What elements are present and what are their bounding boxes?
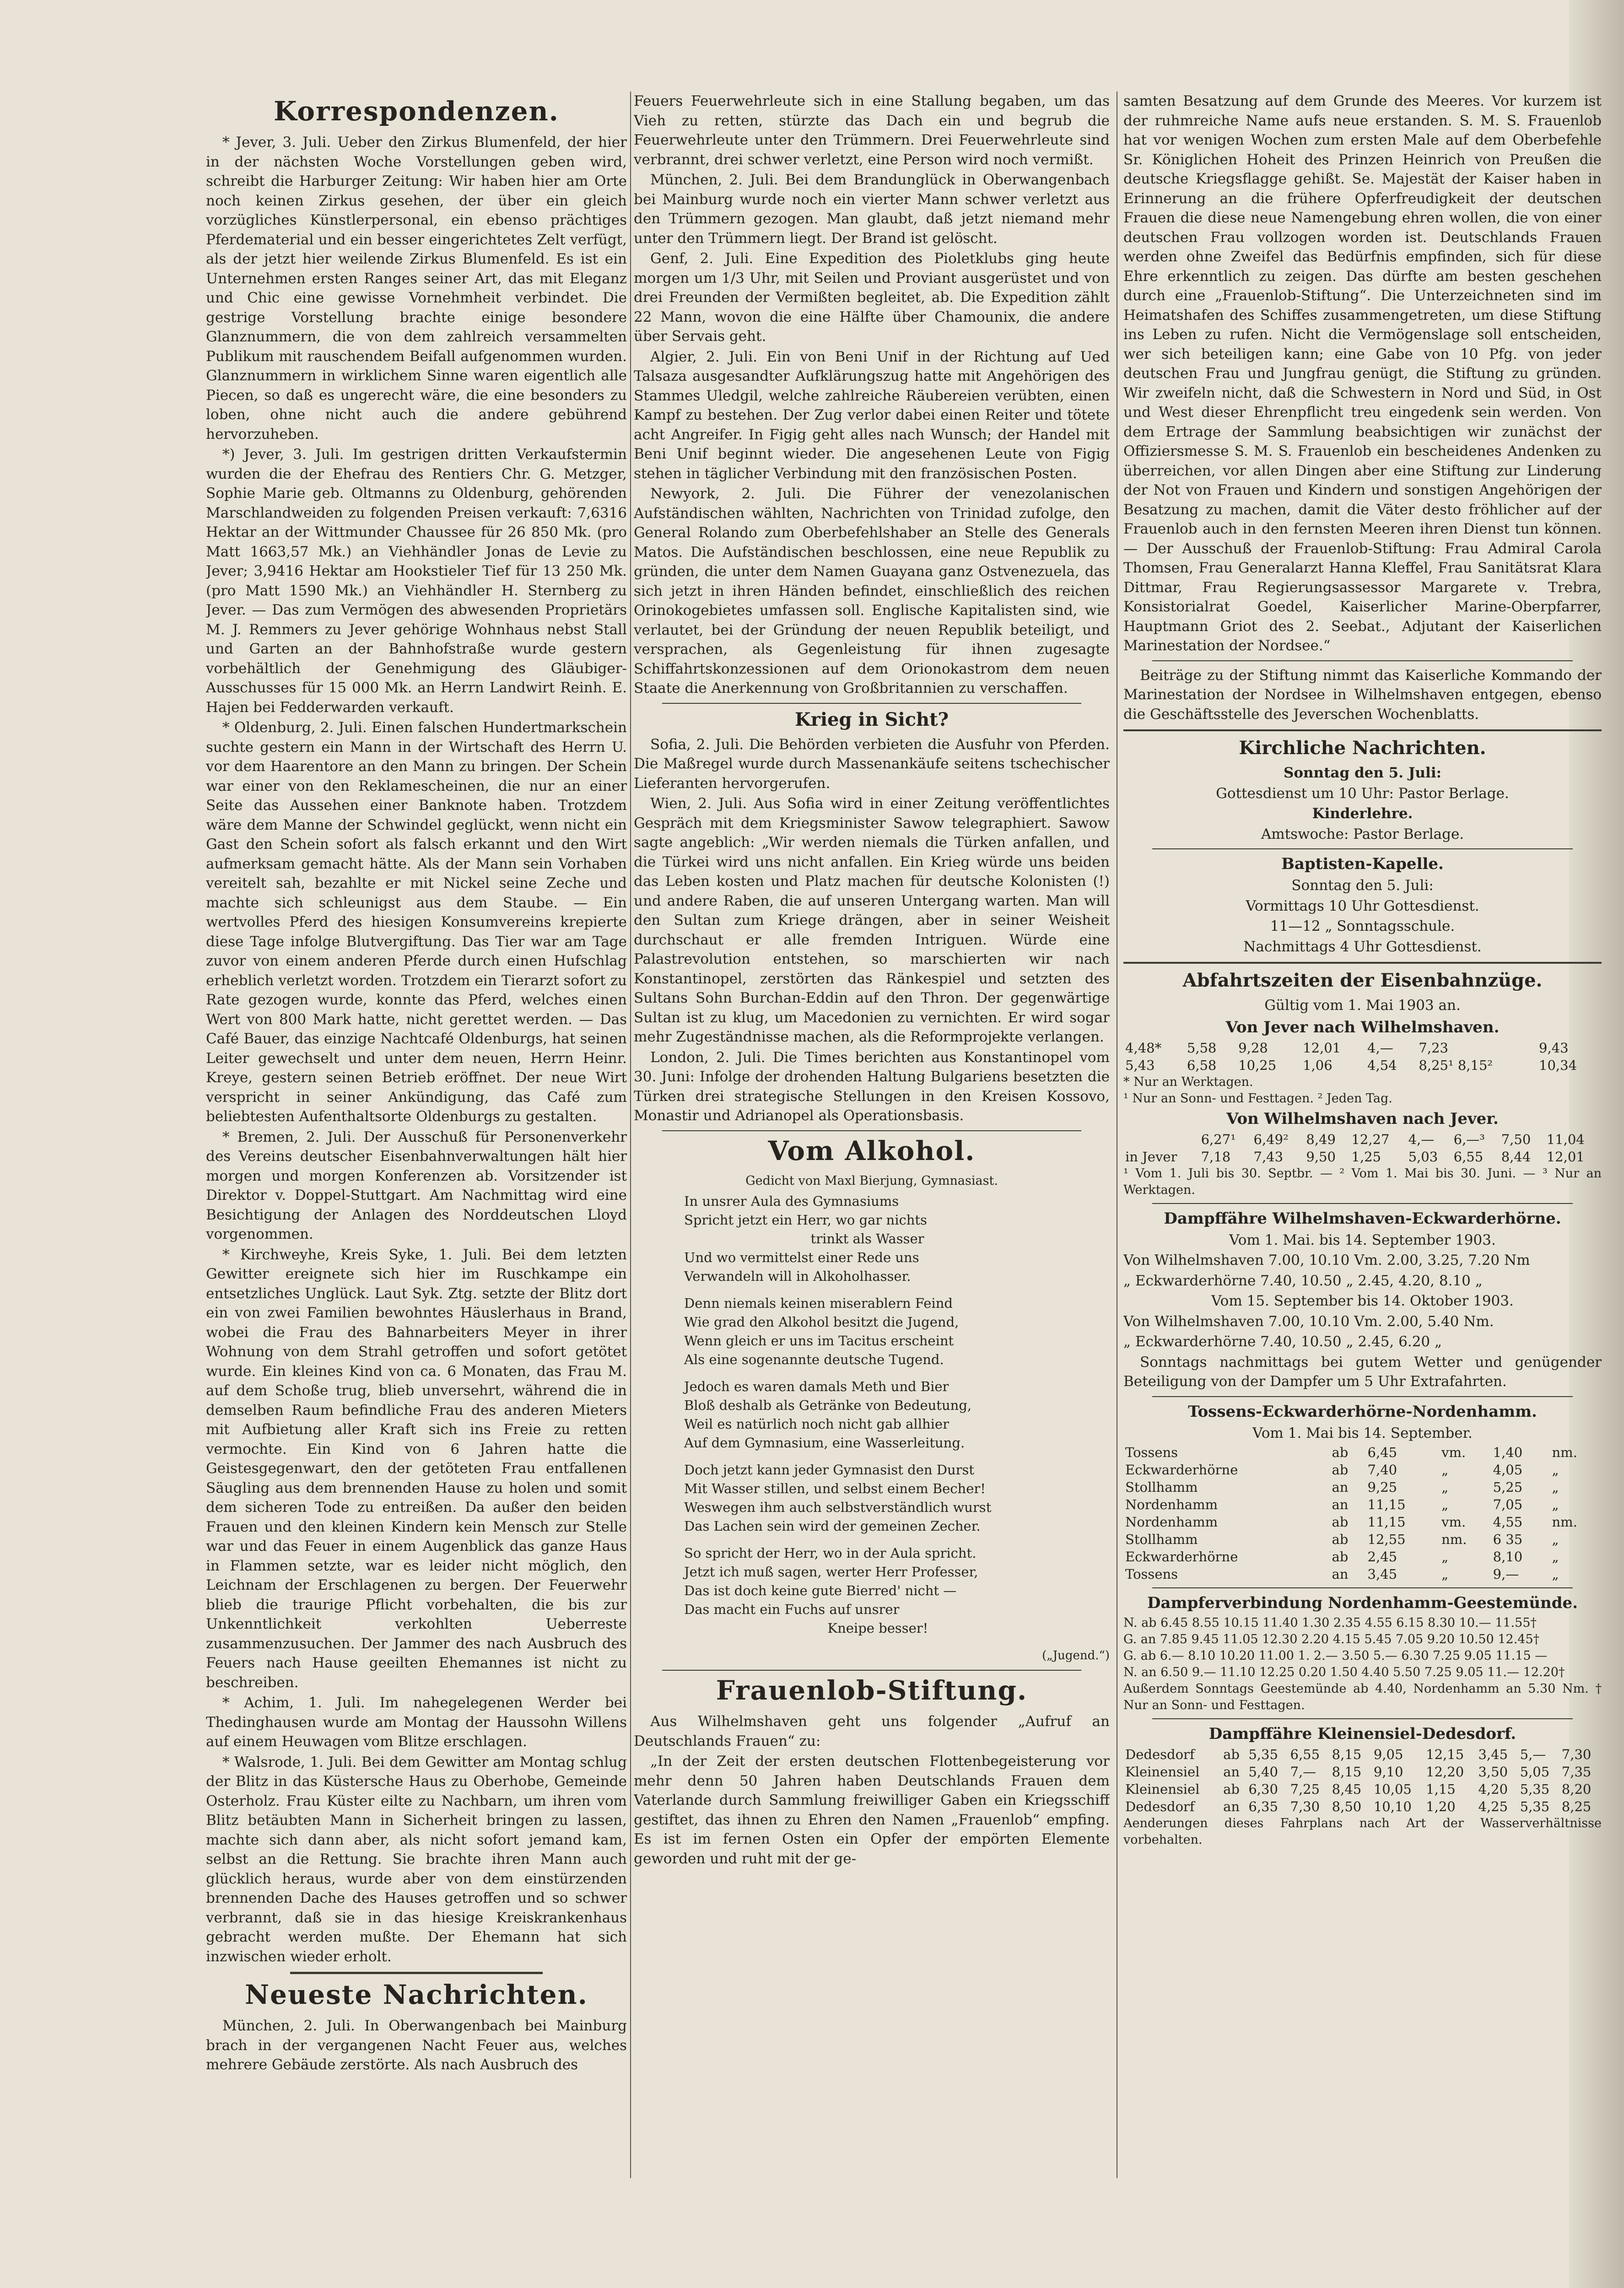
- article-frauenlob-cont: samten Besatzung auf dem Grunde des Meeres. Vor kurzem ist der ruhmreiche Name aufs neue erstanden. S. M. S. Frauenlob hat vor wenigen Wochen zum ersten Male auf dem Oberbefehle Sr. Königlichen Hoheit des Prinzen Heinrich von Preußen die deutsche Kriegsflagge gehißt. Se. Majestät der Kaiser haben in Erinnerung an die frühere Opferfreudigkeit der deutschen Frauen die diese neue Namengebung ehren wollen, die von einer deutschen Frau vollzogen worden ist. Deutschlands Frauen werden ohne Zweifel das Bedürfnis empfinden, sich für diese Ehre erkenntlich zu zeigen. Das dürfte am besten geschehen durch eine „Frauenlob-Stiftung“. Die Unterzeichneten sind im Heimatshafen des Schiffes zusammengetreten, um diese Stiftung ins Leben zu rufen. Nicht die Vermögenslage soll entscheiden, wer sich beteiligen kann; eine Gabe von 10 Pfg. von jeder deutschen Frau und Jungfrau genügt, die Stiftung zu gründen. Wir zweifeln nicht, daß die Schwestern in Nord und Süd, in Ost und West dieser Ehrenpflicht treu eingedenk sein werden. Von dem Ertrage der Sammlung beabsichtigen wir zunächst der Offiziersmesse S. M. S. Frauenlob ein bescheidenes Andenken zu überreichen, vor allen Dingen aber eine Stiftung zur Linderung der Not von Frauen und Kindern und sonstigen Angehörigen der Besatzung zu machen, damit die Väter desto fröhlicher auf der Frauenlob auch in den fernsten Meeren ihren Dienst tun können. — Der Ausschuß der Frauenlob-Stiftung: Frau Admiral Carola Thomsen, Frau Generalarzt Hanna Kleffel, Frau Sanitätsrat Klara Dittmar, Frau Regierungsassessor Margarete v. Trebra, Konsistorialrat Goedel, Kaiserlicher Marine-Oberpfarrer, Hauptmann Griot des 2. Seebat., Adjutant der Kaiserlichen Marinestation der Nordsee.“: [1123, 93, 1602, 654]
- timetable-cell: 8,15: [1332, 1747, 1362, 1762]
- timetable-cell: 9,10: [1373, 1764, 1403, 1780]
- poem-stanza: In unsrer Aula des Gymnasiums Spricht jetzt ein Herr, wo gar nichts trinkt als Wasser Und wo vermittelst einer Rede uns Verwandeln will in Alkoholhasser.: [684, 1193, 927, 1284]
- timetable-cell: 10,25: [1238, 1057, 1277, 1073]
- timetable-cell: 5,05: [1520, 1764, 1550, 1780]
- timetable-cell: 8,10: [1493, 1549, 1523, 1565]
- timetable-cell: 12,20: [1426, 1764, 1464, 1780]
- article-wien: Wien, 2. Juli. Aus Sofia wird in einer Zeitung veröffentlichtes Gespräch mit dem Kriegsminister Sawow telegraphiert. Sawow sagte angeblich: „Wir werden niemals die Türken anfallen, und die Türkei wird uns nicht anfallen. Ein Krieg würde uns beiden das Leben kosten und Platz machen für deutsche Kolonisten (!) und andere Raben, die auf unseren Untergang warten. Man will den Sultan zum Kriege drängen, aber in seiner Weisheit durchschaut er alle fremden Intriguen. Würde eine Palastrevolution entstehen, so marschierten wir nach Konstantinopel, zerstörten das Ränkespiel und setzten des Sultans Sohn Burchan-Eddin auf den Thron. Der gegenwärtige Sultan ist zu klug, um Macedonien zu vernichten. Er wird sogar mehr Zugeständnisse machen, als die Reformprojekte verlangen.: [634, 795, 1110, 1045]
- timetable-cell: 6 35: [1493, 1532, 1523, 1547]
- timetable-cell: 7,50: [1501, 1131, 1531, 1147]
- timetable-cell: 7,40: [1367, 1462, 1397, 1478]
- section-title-baptisten: Baptisten-Kapelle.: [1281, 855, 1444, 873]
- timetable-row: [1123, 1781, 1602, 1798]
- timetable-valid: Gültig vom 1. Mai 1903 an.: [1264, 997, 1461, 1014]
- timetable-cell: 12,55: [1367, 1532, 1406, 1547]
- timetable-cell: 2,45: [1367, 1549, 1397, 1565]
- timetable-cell: Stollhamm: [1125, 1532, 1198, 1547]
- timetable-cell: 9,05: [1373, 1747, 1403, 1762]
- timetable-cell: „: [1441, 1479, 1449, 1495]
- timetable-tossens: [1123, 1444, 1602, 1583]
- ferry-line: Von Wilhelmshaven 7.00, 10.10 Vm. 2.00, 3.25, 7.20 Nm: [1123, 1252, 1530, 1268]
- church-amtswoche: Amtswoche: Pastor Berlage.: [1261, 826, 1464, 842]
- timetable-cell: 4,54: [1367, 1057, 1397, 1073]
- timetable-cell: 10,05: [1373, 1781, 1412, 1797]
- timetable-cell: 5,25: [1493, 1479, 1523, 1495]
- divider: [1152, 1203, 1573, 1204]
- timetable-cell: 1,06: [1303, 1057, 1333, 1073]
- poem-subtitle: Gedicht von Maxl Bierjung, Gymnasiast.: [745, 1173, 998, 1188]
- timetable-cell: „: [1441, 1549, 1449, 1565]
- divider: [1123, 729, 1602, 731]
- timetable-cell: 12,27: [1351, 1131, 1390, 1147]
- article-kirchweyhe: * Kirchweyhe, Kreis Syke, 1. Juli. Bei dem letzten Gewitter ereignete sich hier im Ruschkampe ein entsetzliches Unglück. Laut Syk. Ztg. setzte der Blitz dort ein von zwei Familien bewohntes Häuslerhaus in Brand, wobei die Frau des Bahnarbeiters Meyer in ihrer Wohnung von dem Strahl getroffen und sofort getötet wurde. Ein kleines Kind von ca. 6 Monaten, das Frau M. auf dem Schoße trug, blieb unversehrt, während die in demselben Raum befindliche Frau des anderen Mieters mit Aufbietung aller Kraft sich ins Freie zu retten vermochte. Ein Kind von 6 Jahren hatte die Geistesgegenwart, den der getöteten Frau entfallenen Säugling aus dem brennenden Hause zu holen und somit dem sicheren Tode zu entreißen. Da außer den beiden Frauen und den kleinen Kindern kein Mensch zur Stelle war und das Feuer in einem Augenblick das ganze Haus in Flammen setzte, war es leider nicht möglich, den Leichnam der Erschlagenen zu bergen. Der Feuerwehr blieb die traurige Pflicht vorbehalten, die bis zur Unkenntlichkeit verkohlten Ueberreste zusammenzusuchen. Der Jammer des nach Ausbruch des Feuers nach Hause geeilten Ehemannes ist nicht zu beschreiben.: [206, 1246, 627, 1691]
- timetable-cell: Tossens: [1125, 1566, 1178, 1582]
- timetable-cell: 11,15: [1367, 1514, 1406, 1530]
- ferry-line: Vom 15. September bis 14. Oktober 1903.: [1211, 1293, 1514, 1309]
- ferry-line: „ Eckwarderhörne 7.40, 10.50 „ 2.45, 4.20, 8.10 „: [1123, 1272, 1483, 1289]
- article-frauenlob-body: „In der Zeit der ersten deutschen Flottenbegeisterung vor mehr denn 50 Jahren haben Deutschlands Frauen dem Vaterlande durch Sammlung freiwilliger Gaben ein Kriegsschiff gestiftet, das ihnen zu Ehren den Namen „Frauenlob“ empfing. Es ist im fernen Osten ein Opfer der empörten Elemente geworden und ruht mit der ge-: [634, 1753, 1110, 1867]
- timetable-cell: 7,18: [1201, 1149, 1231, 1165]
- article-walsrode: * Walsrode, 1. Juli. Bei dem Gewitter am Montag schlug der Blitz in das Küstersche Haus zu Oberhobe, Gemeinde Osterholz. Frau Küster eilte zu Nachbarn, um ihren vom Blitz betäubten Mann in Sicherheit bringen zu lassen, machte sich dann aber, als nicht sofort jemand kam, selbst an die Rettung. Sie brachte ihren Mann auch glücklich heraus, wurde aber von dem einstürzenden brennenden Dache des Hauses getroffen und so schwer verbrannt, daß sie in das hiesige Kreiskrankenhaus gebracht werden mußte. Der Ehemann hat sich inzwischen wieder erholt.: [206, 1754, 627, 1965]
- timetable-row: [1123, 1131, 1602, 1148]
- divider: [290, 1972, 543, 1974]
- article-achim: * Achim, 1. Juli. Im nahegelegenen Werder bei Thedinghausen wurde am Montag der Haussohn Willens auf einem Heuwagen vom Blitze erschlagen.: [206, 1694, 627, 1750]
- timetable-cell: „: [1552, 1462, 1559, 1478]
- timetable-cell: 5,40: [1248, 1764, 1278, 1780]
- timetable-cell: 4,05: [1493, 1462, 1523, 1478]
- column-2: [634, 92, 1110, 2178]
- timetable-cell: Kleinensiel: [1125, 1764, 1200, 1780]
- column-1: [206, 92, 627, 2178]
- timetable-cell: Nordenhamm: [1125, 1497, 1218, 1512]
- timetable-cell: an: [1332, 1479, 1349, 1495]
- timetable-cell: Eckwarderhörne: [1125, 1462, 1238, 1478]
- timetable-row: N. ab 6.45 8.55 10.15 11.40 1.30 2.35 4.55 6.15 8.30 10.— 11.55†: [1123, 1616, 1537, 1630]
- timetable-cell: 8,50: [1332, 1799, 1362, 1814]
- timetable-cell: 9,28: [1238, 1040, 1268, 1056]
- timetable-cell: 5,35: [1520, 1781, 1550, 1797]
- timetable-cell: nm.: [1552, 1445, 1577, 1460]
- timetable-cell: 6,45: [1367, 1445, 1397, 1460]
- church-date: Sonntag den 5. Juli:: [1283, 765, 1442, 781]
- article-oldenburg: * Oldenburg, 2. Juli. Einen falschen Hundertmarkschein suchte gestern ein Mann in der Wirtschaft des Herrn U. vor dem Haarentore an den Mann zu bringen. Der Schein war einer von den Reklamescheinen, die nur an einer Seite das Aussehen einer Banknote haben. Trotzdem wäre dem Manne der Schwindel geglückt, wenn nicht ein Gast den Schein sofort als falsch erkannt und den Wirt aufmerksam gemacht hätte. Als der Mann sein Vorhaben vereitelt sah, bezahlte er mit Nickel seine Zeche und machte sich schleunigst aus dem Staube. — Ein wertvolles Pferd des hiesigen Konsumvereins krepierte diese Tage infolge Blutvergiftung. Das Tier war am Tage zuvor von einem anderen Pferde durch einen Hufschlag erheblich verletzt worden. Trotzdem ein Tierarzt sofort zu Rate gezogen wurde, konnte das Pferd, welches einen Wert von 800 Mark hatte, nicht gerettet werden. — Das Café Bauer, das einzige Nachtcafé Oldenburgs, hat seinen Leiter gewechselt und unter dem neuen, Herrn Heinr. Kreye, gestern seinen Betrieb eröffnet. Der neue Wirt verspricht in seiner Ankündigung, das Café zum beliebtesten Aufenthaltsorte Oldenburgs zu gestalten.: [206, 719, 627, 1125]
- timetable-cell: 1,40: [1493, 1445, 1523, 1460]
- timetable-cell: 3,50: [1478, 1764, 1508, 1780]
- timetable-note: ¹ Vom 1. Juli bis 30. Septbr. — ² Vom 1. Mai bis 30. Juni. — ³ Nur an Werktagen.: [1123, 1166, 1602, 1197]
- timetable-cell: 4,48*: [1125, 1040, 1162, 1056]
- timetable-cell: „: [1441, 1566, 1449, 1582]
- timetable-row: [1123, 1531, 1602, 1548]
- timetable-cell: 7,30: [1290, 1799, 1320, 1814]
- article-beitraege: Beiträge zu der Stiftung nimmt das Kaiserliche Kommando der Marinestation der Nordsee in Wilhelmshaven entgegen, ebenso die Geschäftsstelle des Jeverschen Wochenblatts.: [1123, 667, 1602, 723]
- timetable-row: [1123, 1763, 1602, 1781]
- ferry-period: Vom 1. Mai bis 14. September.: [1252, 1425, 1473, 1441]
- timetable-cell: an: [1332, 1566, 1349, 1582]
- church-service: Gottesdienst um 10 Uhr: Pastor Berlage.: [1216, 785, 1509, 802]
- section-title-dampffaehre-2: Tossens-Eckwarderhörne-Nordenhamm.: [1188, 1402, 1537, 1421]
- timetable-cell: an: [1223, 1764, 1240, 1780]
- timetable-cell: 6,58: [1187, 1057, 1217, 1073]
- article-muenchen-1: München, 2. Juli. In Oberwangenbach bei Mainburg brach in der vergangenen Nacht Feuer aus, welches mehrere Gebäude zerstörte. Als nach Ausbruch des: [206, 2018, 627, 2073]
- timetable-note: ¹ Nur an Sonn- und Festtagen. ² Jeden Tag.: [1123, 1091, 1392, 1106]
- poem-stanza: Denn niemals keinen miserablern Feind Wie grad den Alkohol besitzt die Jugend, Wenn gleich er uns im Tacitus erscheint Als eine sogenannte deutsche Tugend.: [684, 1295, 959, 1367]
- section-title-korrespondenzen: Korrespondenzen.: [274, 96, 559, 127]
- timetable-cell: nm.: [1552, 1514, 1577, 1530]
- timetable-cell: „: [1552, 1479, 1559, 1495]
- timetable-cell: 5,58: [1187, 1040, 1217, 1056]
- timetable-cell: 3,45: [1478, 1747, 1508, 1762]
- timetable-cell: 7,30: [1561, 1747, 1592, 1762]
- timetable-row: [1123, 1039, 1602, 1057]
- divider: [1152, 660, 1573, 661]
- timetable-jever-wilhelmshaven: [1123, 1039, 1602, 1074]
- timetable-row: [1123, 1548, 1602, 1565]
- timetable-cell: 6,35: [1248, 1799, 1278, 1814]
- poem-stanza: So spricht der Herr, wo in der Aula spricht. Jetzt ich muß sagen, werter Herr Professer, Das ist doch keine gute Bierred' nicht — Das macht ein Fuchs auf unsrer Kneipe besser!: [684, 1545, 978, 1636]
- timetable-cell: 8,15: [1332, 1764, 1362, 1780]
- article-sofia: Sofia, 2. Juli. Die Behörden verbieten die Ausfuhr von Pferden. Die Maßregel wurde durch Massenankäufe seitens tschechischer Lieferanten hervorgerufen.: [634, 736, 1110, 792]
- timetable-cell: vm.: [1441, 1514, 1466, 1530]
- timetable-cell: vm.: [1441, 1445, 1466, 1460]
- timetable-cell: 7,35: [1561, 1764, 1592, 1780]
- church-kinderlehre: Kinderlehre.: [1312, 805, 1413, 822]
- timetable-cell: ab: [1332, 1532, 1349, 1547]
- poem-attribution: („Jugend.“): [1042, 1648, 1110, 1662]
- article-algier: Algier, 2. Juli. Ein von Beni Unif in der Richtung auf Ued Talsaza ausgesandter Aufklärungszug hatte mit Angehörigen des Stammes Uledgil, welche zahlreiche Räubereien verübten, einen Kampf zu bestehen. Der Zug verlor dabei einen Reiter und tötete acht Angreifer. In Figig geht alles nach Wunsch; der Handel mit Beni Unif beginnt wieder. Die angesehenen Leute von Figig stehen in täglicher Verbindung mit den französischen Posten.: [634, 348, 1110, 482]
- article-frauenlob-intro: Aus Wilhelmshaven geht uns folgender „Aufruf an Deutschlands Frauen“ zu:: [634, 1713, 1110, 1749]
- timetable-cell: 9,43: [1539, 1040, 1569, 1056]
- timetable-cell: 1,15: [1426, 1781, 1456, 1797]
- timetable-cell: 1,25: [1351, 1149, 1381, 1165]
- timetable-cell: Kleinensiel: [1125, 1781, 1200, 1797]
- divider: [1152, 848, 1573, 849]
- baptist-date: Sonntag den 5. Juli:: [1291, 877, 1434, 894]
- timetable-cell: 9,50: [1306, 1149, 1336, 1165]
- article-jever-zirkus: * Jever, 3. Juli. Ueber den Zirkus Blumenfeld, der hier in der nächsten Woche Vorstellungen geben wird, schreibt die Harburger Zeitung: Wir haben hier am Orte noch keinen Zirkus gesehen, der über ein gleich vorzügliches Künstlerpersonal, ein ebenso prächtiges Pferdematerial und ein besser eingerichtetes Zelt verfügt, als der jetzt hier weilende Zirkus Blumenfeld. Es ist ein Unternehmen ersten Ranges seiner Art, das mit Eleganz und Chic eine gewisse Vornehmheit verbindet. Die gestrige Vorstellung brachte einige besondere Glanznummern, die von dem zahlreich versammelten Publikum mit rauschendem Beifall aufgenommen wurden. Glanznummern in wirklichem Sinne waren eigentlich alle Piecen, so daß es ungerecht wäre, die eine besonders zu loben, ohne nicht auch die andere gebührend hervorzuheben.: [206, 134, 627, 442]
- timetable-cell: 11,04: [1546, 1131, 1585, 1147]
- column-rule: [630, 92, 631, 2178]
- timetable-cell: 6,27¹: [1201, 1131, 1236, 1147]
- timetable-row: G. an 7.85 9.45 11.05 12.30 2.20 4.15 5.45 7.05 9.20 10.50 12.45†: [1123, 1632, 1540, 1646]
- timetable-cell: 11,15: [1367, 1497, 1406, 1512]
- section-title-frauenlob: Frauenlob-Stiftung.: [716, 1675, 1028, 1706]
- timetable-cell: Eckwarderhörne: [1125, 1549, 1238, 1565]
- timetable-cell: Stollhamm: [1125, 1479, 1198, 1495]
- timetable-cell: ab: [1223, 1747, 1240, 1762]
- column-3: [1123, 92, 1602, 2178]
- route-jever-wilhelmshaven: Von Jever nach Wilhelmshaven.: [1225, 1018, 1500, 1036]
- divider: [1152, 1587, 1573, 1588]
- ferry-note: Sonntags nachmittags bei gutem Wetter und genügender Beteiligung von der Dampfer um 5 Uhr Extrafahrten.: [1123, 1354, 1602, 1390]
- timetable-cell: Nordenhamm: [1125, 1514, 1218, 1530]
- article-genf: Genf, 2. Juli. Eine Expedition des Pioletklubs ging heute morgen um 1/3 Uhr, mit Seilen und Proviant ausgerüstet und von drei Freunden der Vermißten begleitet, ab. Die Expedition zählt 22 Mann, wovon die eine Hälfte über Chamounix, die andere über Servais geht.: [634, 250, 1110, 345]
- timetable-cell: 5,03: [1408, 1149, 1438, 1165]
- timetable-row: G. ab 6.— 8.10 10.20 11.00 1. 2.— 3.50 5.— 6.30 7.25 9.05 11.15 —: [1123, 1649, 1548, 1663]
- timetable-cell: „: [1552, 1566, 1559, 1582]
- timetable-cell: 6,55: [1453, 1149, 1484, 1165]
- ferry-line: Vom 1. Mai. bis 14. September 1903.: [1229, 1231, 1496, 1248]
- section-title-kirchliche: Kirchliche Nachrichten.: [1239, 737, 1486, 759]
- timetable-cell: 5,35: [1520, 1799, 1550, 1814]
- timetable-row: [1123, 1444, 1602, 1461]
- timetable-cell: „: [1552, 1532, 1559, 1547]
- divider: [1123, 962, 1602, 964]
- divider: [662, 1670, 1081, 1671]
- timetable-cell: „: [1552, 1549, 1559, 1565]
- timetable-row: [1123, 1746, 1602, 1763]
- timetable-cell: 9,25: [1367, 1479, 1397, 1495]
- timetable-cell: 8,49: [1306, 1131, 1336, 1147]
- timetable-cell: 9,—: [1493, 1566, 1519, 1582]
- timetable-cell: 8,20: [1561, 1781, 1592, 1797]
- route-wilhelmshaven-jever: Von Wilhelmshaven nach Jever.: [1226, 1109, 1499, 1128]
- article-newyork: Newyork, 2. Juli. Die Führer der venezolanischen Aufständischen wählten, Nachrichten von Trinidad zufolge, den General Rolando zum Oberbefehlshaber an Stelle des Generals Matos. Die Aufständischen beschlossen, eine neue Republik zu gründen, die unter dem Namen Guayana ganz Ostvenezuela, das sich jetzt in ihren Händen befindet, einschließlich des reichen Orinokogebietes umfassen soll. Englische Kapitalisten sind, wie verlautet, bei der Gründung der neuen Republik beteiligt, und versprachen, als Gegenleistung für ihnen zugesagte Schiffahrtskonzessionen auf dem Orionokastrom dem neuen Staate die Anerkennung von Großbritannien zu verschaffen.: [634, 486, 1110, 696]
- timetable-cell: ab: [1332, 1462, 1349, 1478]
- timetable-cell: Dedesdorf: [1125, 1799, 1195, 1814]
- timetable-cell: 5,35: [1248, 1747, 1278, 1762]
- divider: [662, 703, 1081, 704]
- timetable-cell: 1,20: [1426, 1799, 1456, 1814]
- timetable-row: [1123, 1496, 1602, 1513]
- timetable-row: [1123, 1479, 1602, 1496]
- timetable-cell: 4,20: [1478, 1781, 1508, 1797]
- timetable-cell: [1123, 1131, 1199, 1148]
- timetable-row: [1123, 1461, 1602, 1479]
- timetable-cell: ab: [1223, 1781, 1240, 1797]
- timetable-cell: ab: [1332, 1549, 1349, 1565]
- timetable-row: [1123, 1057, 1602, 1074]
- timetable-kleinensiel: [1123, 1746, 1602, 1815]
- timetable-cell: 4,—: [1408, 1131, 1435, 1147]
- poem-body: [684, 1192, 1110, 1638]
- timetable-cell: 7,23: [1419, 1040, 1448, 1056]
- timetable-cell: in Jever: [1125, 1149, 1177, 1165]
- section-title-dampfer-3: Dampferverbindung Nordenhamm-Geestemünde.: [1147, 1594, 1578, 1612]
- poem-stanza: Jedoch es waren damals Meth und Bier Bloß deshalb als Getränke von Bedeutung, Weil es natürlich noch nicht gab allhier Auf dem Gymnasium, eine Wasserleitung.: [684, 1378, 972, 1451]
- timetable-cell: 7,43: [1253, 1149, 1284, 1165]
- divider: [1152, 1718, 1573, 1719]
- timetable-cell: 8,25: [1561, 1799, 1592, 1814]
- timetable-cell: „: [1552, 1497, 1559, 1512]
- timetable-note: Aenderungen dieses Fahrplans nach Art der Wasserverhältnisse vorbehalten.: [1123, 1816, 1602, 1847]
- timetable-note: * Nur an Werktagen.: [1123, 1074, 1253, 1089]
- divider: [1152, 1396, 1573, 1397]
- timetable-cell: 5,—: [1520, 1747, 1546, 1762]
- timetable-cell: 4,25: [1478, 1799, 1508, 1814]
- timetable-cell: 7,—: [1290, 1764, 1316, 1780]
- timetable-cell: 6,49²: [1253, 1131, 1289, 1147]
- section-title-dampffaehre-4: Dampffähre Kleinensiel-Dedesdorf.: [1209, 1725, 1516, 1743]
- timetable-cell: 3,45: [1367, 1566, 1397, 1582]
- article-london: London, 2. Juli. Die Times berichten aus Konstantinopel vom 30. Juni: Infolge der drohenden Haltung Bulgariens besetzten die Türken drei strategische Stellungen in den Kreisen Kossovo, Monastir und Adrianopel als Operationsbasis.: [634, 1049, 1110, 1124]
- ferry-line: Von Wilhelmshaven 7.00, 10.10 Vm. 2.00, 5.40 Nm.: [1123, 1313, 1494, 1330]
- timetable-cell: an: [1332, 1497, 1349, 1512]
- timetable-wilhelmshaven-jever: [1123, 1131, 1602, 1166]
- timetable-cell: 8,44: [1501, 1149, 1531, 1165]
- section-title-abfahrt: Abfahrtszeiten der Eisenbahnzüge.: [1182, 970, 1543, 991]
- timetable-cell: 6,55: [1290, 1747, 1320, 1762]
- timetable-cell: „: [1441, 1497, 1449, 1512]
- timetable-cell: ab: [1332, 1445, 1349, 1460]
- timetable-cell: Tossens: [1125, 1445, 1178, 1460]
- section-title-krieg: Krieg in Sicht?: [794, 708, 949, 730]
- baptist-morning: Vormittags 10 Uhr Gottesdienst.: [1246, 897, 1479, 914]
- timetable-geestemuende: [1123, 1615, 1602, 1681]
- timetable-cell: 12,01: [1303, 1040, 1341, 1056]
- article-muenchen-2: München, 2. Juli. Bei dem Brandunglück in Oberwangenbach bei Mainburg wurde noch ein vierter Mann schwer verletzt aus den Trümmern gezogen. Man glaubt, daß jetzt niemand mehr unter den Trümmern liegt. Der Brand ist gelöscht.: [634, 172, 1110, 247]
- timetable-note: Außerdem Sonntags Geestemünde ab 4.40, Nordenhamm an 5.30 Nm. † Nur an Sonn- und Festtagen.: [1123, 1682, 1602, 1712]
- timetable-cell: 7,25: [1290, 1781, 1320, 1797]
- poem-stanza: Doch jetzt kann jeder Gymnasist den Durst Mit Wasser stillen, und selbst einem Becher! Weswegen ihm auch selbstverständlich wurst Das Lachen sein wird der gemeinen Zecher.: [684, 1462, 992, 1534]
- timetable-cell: 12,01: [1546, 1149, 1585, 1165]
- timetable-cell: 8,25¹ 8,15²: [1419, 1057, 1493, 1073]
- section-title-dampffaehre-1: Dampffähre Wilhelmshaven-Eckwarderhörne.: [1164, 1209, 1561, 1228]
- article-muenchen-1-cont: Feuers Feuerwehrleute sich in eine Stallung begaben, um das Vieh zu retten, stürzte das Dach ein und begrub die Feuerwehrleute unter den Trümmern. Drei Feuerwehrleute sind verbrannt, drei schwer verletzt, eine Person wird noch vermißt.: [634, 93, 1110, 168]
- timetable-row: [1123, 1513, 1602, 1531]
- baptist-sunday-school: 11—12 „ Sonntagsschule.: [1270, 918, 1455, 934]
- timetable-cell: Dedesdorf: [1125, 1747, 1195, 1762]
- poem-title: Vom Alkohol.: [768, 1135, 976, 1166]
- timetable-row: [1123, 1565, 1602, 1583]
- timetable-cell: 10,10: [1373, 1799, 1412, 1814]
- timetable-cell: 10,34: [1539, 1057, 1577, 1073]
- timetable-row: N. an 6.50 9.— 11.10 12.25 0.20 1.50 4.40 5.50 7.25 9.05 11.— 12.20†: [1123, 1665, 1565, 1679]
- timetable-cell: 12,15: [1426, 1747, 1464, 1762]
- section-title-neueste-nachrichten: Neueste Nachrichten.: [245, 1979, 588, 2010]
- timetable-cell: nm.: [1441, 1532, 1467, 1547]
- article-jever-verkauf: *) Jever, 3. Juli. Im gestrigen dritten Verkaufstermin wurden die der Ehefrau des Rentiers Chr. G. Metzger, Sophie Marie geb. Oltmanns zu Oldenburg, gehörenden Marschlandweiden zu folgenden Preisen verkauft: 7,6316 Hektar an der Wittmunder Chaussee für 26 850 Mk. (pro Matt 1663,57 Mk.) an Viehhändler Jonas de Levie zu Jever; 3,9416 Hektar am Hookstieler Tief für 13 250 Mk. (pro Matt 1590 Mk.) an Viehhändler H. Sternberg zu Jever. — Das zum Vermögen des abwesenden Proprietärs M. J. Remmers zu Jever gehörige Wohnhaus nebst Stall und Garten an der Bahnhofstraße wurde gestern vorbehältlich der Genehmigung des Gläubiger-Ausschusses für 15 000 Mk. an Herrn Landwirt Reinh. E. Hajen bei Fedderwarden verkauft.: [206, 446, 627, 716]
- article-bremen: * Bremen, 2. Juli. Der Ausschuß für Personenverkehr des Vereins deutscher Eisenbahnverwaltungen hält hier morgen und morgen Konferenzen ab. Vorsitzender ist Direktor v. Doppel-Stuttgart. Am Nachmittag wird eine Besichtigung der Anlagen des Norddeutschen Lloyd vorgenommen.: [206, 1128, 627, 1242]
- timetable-cell: 4,—: [1367, 1040, 1393, 1056]
- timetable-cell: ab: [1332, 1514, 1349, 1530]
- timetable-cell: 8,45: [1332, 1781, 1362, 1797]
- timetable-cell: an: [1223, 1799, 1240, 1814]
- divider: [662, 1130, 1081, 1131]
- baptist-afternoon: Nachmittags 4 Uhr Gottesdienst.: [1243, 938, 1482, 955]
- ferry-line: „ Eckwarderhörne 7.40, 10.50 „ 2.45, 6.20 „: [1123, 1333, 1442, 1350]
- timetable-cell: 5,43: [1125, 1057, 1155, 1073]
- timetable-cell: „: [1441, 1462, 1449, 1478]
- timetable-cell: 6,30: [1248, 1781, 1278, 1797]
- timetable-cell: 6,—³: [1453, 1131, 1485, 1147]
- timetable-cell: 4,55: [1493, 1514, 1523, 1530]
- timetable-cell: 7,05: [1493, 1497, 1523, 1512]
- timetable-row: [1123, 1148, 1602, 1166]
- timetable-row: [1123, 1798, 1602, 1815]
